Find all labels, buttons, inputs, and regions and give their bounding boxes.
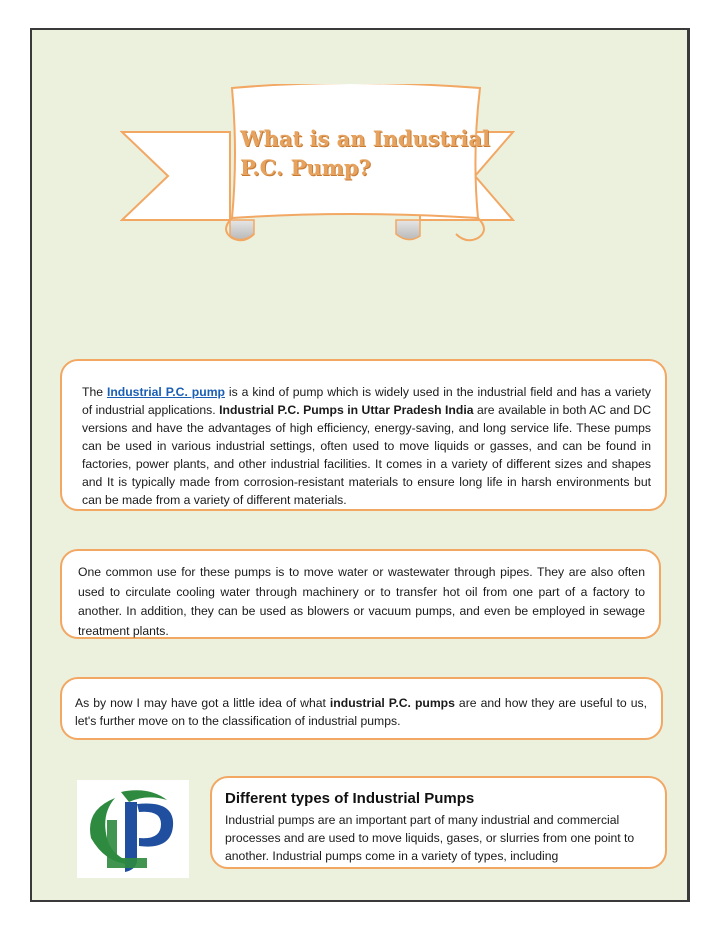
page-title: [240, 124, 500, 182]
industrial-pc-pump-link[interactable]: Industrial P.C. pump: [106, 385, 225, 399]
title-line-1: What is an Industrial: [240, 126, 490, 151]
intro-paragraph: [82, 383, 651, 509]
title-line-2: P.C. Pump?: [240, 155, 371, 180]
intro-bold-phrase: Industrial P.C. Pumps in Uttar Pradesh India: [219, 403, 474, 417]
intro-text-end: are available in both AC and DC versions and have the advantages of high efficiency, energy-saving, and long service life. These pumps can be used in various industrial settings, often used to move liquids or gasses, and can be found in factories, power plants, and other industrial facilities. It comes in a variety of different sizes and shapes and It is typically made from corrosion-resistant materials to ensure long life in harsh environments but can be made from a variety of different materials.: [82, 403, 651, 507]
pump-types-box: [210, 776, 667, 869]
uses-box: [60, 549, 661, 639]
pump-types-heading: Different types of Industrial Pumps: [225, 790, 475, 807]
intro-box: [60, 359, 667, 511]
uses-paragraph: One common use for these pumps is to move water or wastewater through pipes. They are also often used to circulate cooling water through machinery or to transfer hot oil from one part of a factory to another. In addition, they can be used as blowers or vacuum pumps, and even be employed in sewage treatment plants.: [78, 565, 645, 638]
intro-text-middle: is a kind of pump which is widely used in the industrial field and has a variety of industrial applications.: [82, 385, 651, 417]
intro-text-start: The: [82, 385, 107, 399]
title-banner: [120, 84, 515, 250]
transition-box: [60, 677, 663, 740]
transition-text-start: As by now I may have got a little idea of what: [75, 696, 330, 710]
transition-text-end: are and how they are useful to us, let's further move on to the classification of industrial pumps.: [75, 696, 647, 728]
logo-icon: [77, 780, 189, 878]
transition-paragraph: [75, 694, 647, 730]
transition-bold-phrase: industrial P.C. pumps: [329, 696, 455, 710]
company-logo: [77, 780, 189, 878]
pump-types-paragraph: Industrial pumps are an important part of many industrial and commercial processes and are used to move liquids, gases, or slurries from one point to another. Industrial pumps come in a variety of types, including: [225, 813, 635, 863]
